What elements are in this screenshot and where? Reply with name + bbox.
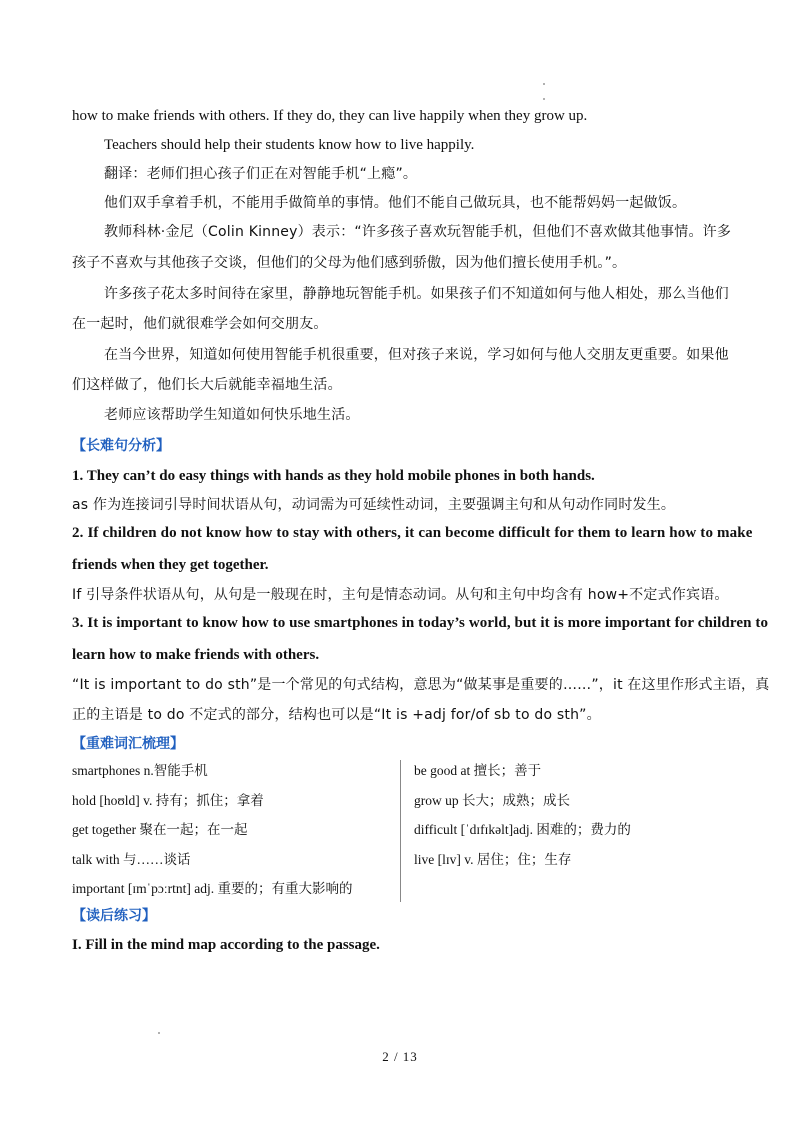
- analysis-note: as 作为连接词引导时间状语从句，动词需为可延续性动词，主要强调主句和从句动作同时发生。: [72, 497, 676, 513]
- vocab-entry: grow up 长大；成熟；成长: [414, 792, 570, 808]
- analysis-note: 正的主语是 to do 不定式的部分，结构也可以是“It is +adj for/of sb to do sth”。: [72, 707, 601, 723]
- vocab-entry: difficult [ˈdɪfɪkəlt]adj. 困难的；费力的: [414, 822, 631, 838]
- translation-paragraph: 翻译：老师们担心孩子们正在对智能手机“上瘾”。: [104, 166, 418, 182]
- speck-mark: [543, 98, 545, 100]
- vocab-entry: talk with 与……谈话: [72, 851, 191, 867]
- speck-mark: [543, 83, 545, 85]
- translation-paragraph: 许多孩子花太多时间待在家里，静静地玩智能手机。如果孩子们不知道如何与他人相处，那么当他们: [104, 286, 729, 302]
- analysis-sentence: learn how to make friends with others.: [72, 647, 320, 663]
- section-heading-analysis: 【长难句分析】: [72, 438, 170, 454]
- translation-paragraph: 教师科林·金尼（Colin Kinney）表示：“许多孩子喜欢玩智能手机，但他们不喜欢做其他事情。许多: [104, 224, 732, 240]
- translation-paragraph: 在一起时，他们就很难学会如何交朋友。: [72, 316, 328, 332]
- analysis-sentence: 3. It is important to know how to use smartphones in today’s world, but it is more important for children to: [72, 615, 769, 631]
- analysis-note: If 引导条件状语从句，从句是一般现在时，主句是情态动词。从句和主句中均含有 how+不定式作宾语。: [72, 587, 729, 603]
- analysis-sentence: friends when they get together.: [72, 557, 269, 573]
- passage-line: how to make friends with others. If they do, they can live happily when they grow up.: [72, 108, 588, 124]
- analysis-sentence: 2. If children do not know how to stay with others, it can become difficult for them to learn how to make: [72, 525, 753, 541]
- translation-paragraph: 在当今世界，知道如何使用智能手机很重要，但对孩子来说，学习如何与他人交朋友更重要。如果他: [104, 347, 729, 363]
- translation-paragraph: 孩子不喜欢与其他孩子交谈，但他们的父母为他们感到骄傲，因为他们擅长使用手机。”。: [72, 255, 627, 271]
- vocab-entry: important [ɪmˈpɔːrtnt] adj. 重要的；有重大影响的: [72, 881, 353, 897]
- page-number: 2 / 13: [382, 1049, 418, 1064]
- vocab-divider: [400, 760, 401, 902]
- speck-mark: [158, 1032, 160, 1034]
- section-heading-vocab: 【重难词汇梳理】: [72, 736, 184, 752]
- exercise-instruction: I. Fill in the mind map according to the passage.: [72, 937, 380, 953]
- translation-paragraph: 老师应该帮助学生知道如何快乐地生活。: [104, 407, 360, 423]
- section-heading-exercise: 【读后练习】: [72, 908, 156, 924]
- vocab-column-right: [414, 756, 732, 874]
- vocab-entry: live [lɪv] v. 居住；住；生存: [414, 851, 572, 867]
- vocab-table: [72, 756, 732, 902]
- vocab-entry: hold [hoʊld] v. 持有；抓住；拿着: [72, 792, 264, 808]
- vocab-entry: smartphones n.智能手机: [72, 763, 208, 778]
- vocab-entry: be good at 擅长；善于: [414, 763, 542, 778]
- passage-line: Teachers should help their students know how to live happily.: [104, 137, 475, 153]
- vocab-column-left: [72, 756, 392, 904]
- analysis-note: “It is important to do sth”是一个常见的句式结构，意思为“做某事是重要的……”，it 在这里作形式主语，真: [72, 677, 770, 693]
- vocab-entry: get together 聚在一起；在一起: [72, 822, 248, 838]
- analysis-sentence: 1. They can’t do easy things with hands as they hold mobile phones in both hands.: [72, 468, 595, 484]
- translation-paragraph: 他们双手拿着手机，不能用手做简单的事情。他们不能自己做玩具，也不能帮妈妈一起做饭。: [104, 195, 687, 211]
- translation-paragraph: 们这样做了，他们长大后就能幸福地生活。: [72, 377, 342, 393]
